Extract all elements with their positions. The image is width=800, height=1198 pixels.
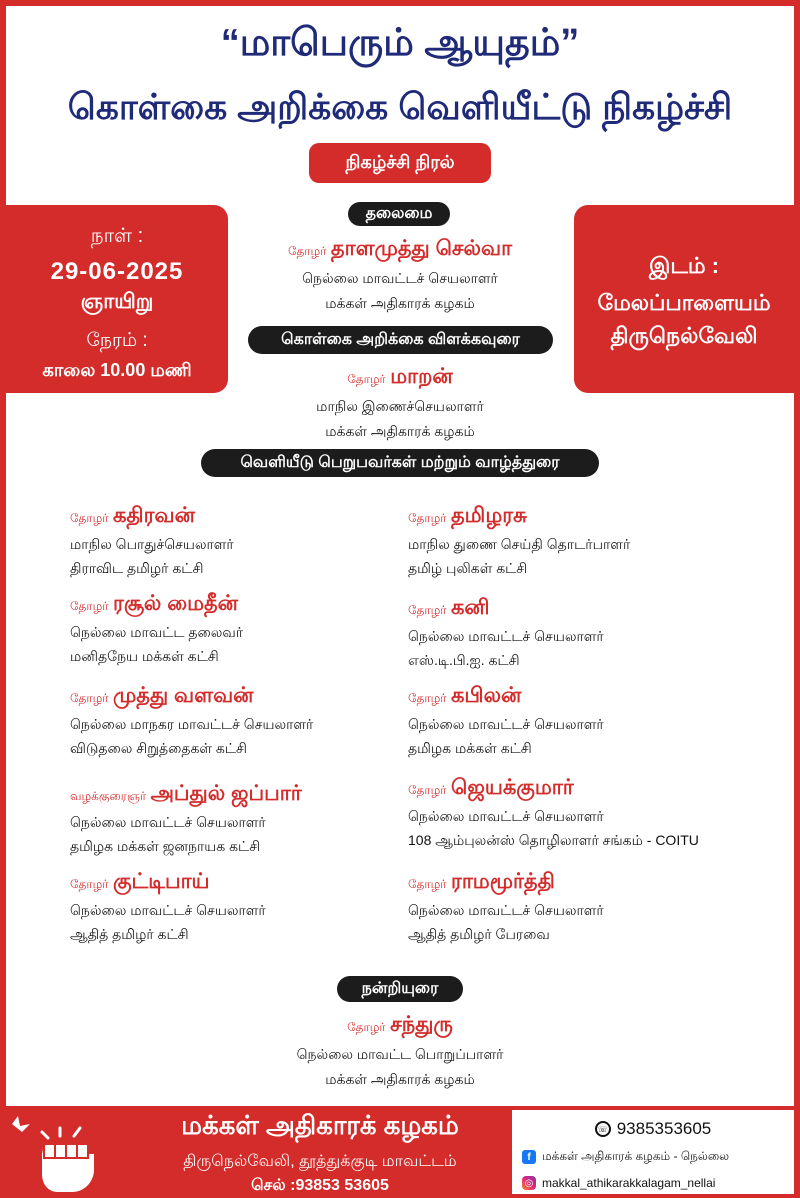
speaker-role1: நெல்லை மாவட்டச் செயலாளர் <box>408 628 604 644</box>
speaker-role2: ஆதித் தமிழர் பேரவை <box>408 926 550 942</box>
speaker-role2: தமிழ் புலிகள் கட்சி <box>408 560 528 576</box>
thanks-role1: நெல்லை மாவட்ட பொறுப்பாளர் <box>296 1046 504 1062</box>
speaker-prefix: வழக்குரைஞர் <box>70 789 147 803</box>
speaker-prefix: தோழர் <box>408 603 447 617</box>
explanation-heading: கொள்கை அறிக்கை விளக்கவுரை <box>248 326 553 354</box>
speaker-name: கபிலன் <box>450 684 522 707</box>
speaker-card <box>70 590 400 668</box>
presidency-prefix: தோழர் <box>287 244 327 258</box>
speaker-card <box>408 594 738 672</box>
speaker-role2: ஆதித் தமிழர் கட்சி <box>70 926 189 942</box>
speaker-prefix: தோழர் <box>70 877 109 891</box>
speaker-role1: நெல்லை மாவட்ட தலைவர் <box>70 624 244 640</box>
footer-districts: திருநெல்வேலி, தூத்துக்குடி மாவட்டம் <box>183 1153 457 1170</box>
whatsapp-number: 9385353605 <box>616 1119 712 1138</box>
release-heading: வெளியீடு பெறுபவர்கள் மற்றும் வாழ்த்துரை <box>201 449 599 477</box>
facebook-handle: மக்கள் அதிகாரக் கழகம் - நெல்லை <box>542 1149 730 1163</box>
footer-phone: செல் :93853 53605 <box>251 1177 389 1194</box>
speaker-role2: தமிழக மக்கள் ஜனநாயக கட்சி <box>70 838 261 854</box>
speaker-name: கதிரவன் <box>112 504 195 527</box>
speaker-prefix: தோழர் <box>408 511 447 525</box>
raised-fist-icon <box>8 1112 118 1196</box>
speaker-prefix: தோழர் <box>70 691 109 705</box>
speaker-role2: எஸ்.டி.பி.ஐ. கட்சி <box>408 652 520 668</box>
thanks-prefix: தோழர் <box>347 1020 386 1034</box>
presidency-name: தாளமுத்து செல்வா <box>330 237 513 260</box>
footer-org-name: மக்கள் அதிகாரக் கழகம் <box>181 1110 459 1140</box>
speaker-role2: 108 ஆம்புலன்ஸ் தொழிலாளர் சங்கம் - COITU <box>408 832 699 848</box>
speaker-role2: விடுதலை சிறுத்தைகள் கட்சி <box>70 740 247 756</box>
event-day: ஞாயிறு <box>80 290 154 313</box>
speaker-card <box>70 868 400 946</box>
footer-org-info <box>130 1110 510 1196</box>
explanation-name: மாறன் <box>390 365 453 388</box>
speaker-card <box>70 502 400 580</box>
instagram-handle: makkal_athikarakkalagam_nellai <box>542 1176 716 1190</box>
presidency-role1: நெல்லை மாவட்டச் செயலாளர் <box>302 270 498 286</box>
speaker-card <box>408 868 738 946</box>
speaker-name: ரசூல் மைதீன் <box>112 592 239 615</box>
whatsapp-icon: ☏ <box>595 1121 611 1137</box>
instagram-icon: ◎ <box>522 1176 536 1190</box>
speaker-card <box>70 682 400 760</box>
facebook-row <box>522 1146 784 1168</box>
speaker-role2: தமிழக மக்கள் கட்சி <box>408 740 532 756</box>
speaker-card <box>408 502 738 580</box>
explanation-block <box>0 362 800 444</box>
speaker-card <box>408 774 788 852</box>
date-label: நாள் : <box>90 225 144 247</box>
speaker-name: முத்து வளவன் <box>112 684 254 707</box>
speaker-role1: நெல்லை மாவட்டச் செயலாளர் <box>408 902 604 918</box>
speaker-name: கனி <box>450 596 490 619</box>
instagram-row <box>522 1172 784 1194</box>
thanks-block <box>0 1010 800 1092</box>
program-label-badge: நிகழ்ச்சி நிரல் <box>309 143 491 183</box>
speaker-name: அப்துல் ஜப்பார் <box>150 782 302 805</box>
event-date: 29-06-2025 <box>50 258 184 285</box>
speaker-role1: நெல்லை மாவட்டச் செயலாளர் <box>70 814 266 830</box>
presidency-role2: மக்கள் அதிகாரக் கழகம் <box>325 295 475 311</box>
venue-line2: திருநெல்வேலி <box>610 323 758 348</box>
explanation-role2: மக்கள் அதிகாரக் கழகம் <box>325 423 475 439</box>
speaker-role1: மாநில பொதுச்செயலாளர் <box>70 536 234 552</box>
presidency-heading: தலைமை <box>348 202 450 226</box>
speaker-role1: நெல்லை மாவட்டச் செயலாளர் <box>70 902 266 918</box>
speaker-role1: நெல்லை மாவட்டச் செயலாளர் <box>408 716 604 732</box>
thanks-role2: மக்கள் அதிகாரக் கழகம் <box>325 1071 475 1087</box>
event-time: காலை 10.00 மணி <box>42 360 192 380</box>
whatsapp-row <box>522 1118 784 1140</box>
speaker-name: ராமமூர்த்தி <box>450 870 555 893</box>
facebook-icon: f <box>522 1150 536 1164</box>
speaker-role2: திராவிட தமிழர் கட்சி <box>70 560 204 576</box>
speaker-role1: நெல்லை மாவட்டச் செயலாளர் <box>408 808 604 824</box>
poster-title-main: கொள்கை அறிக்கை வெளியீட்டு நிகழ்ச்சி <box>67 86 733 127</box>
speaker-name: ஜெயக்குமார் <box>450 776 574 799</box>
speaker-prefix: தோழர் <box>408 691 447 705</box>
speaker-role1: நெல்லை மாநகர மாவட்டச் செயலாளர் <box>70 716 314 732</box>
speaker-name: குட்டிபாய் <box>112 870 210 893</box>
venue-line1: மேலப்பாளையம் <box>597 290 771 315</box>
explanation-role1: மாநில இணைச்செயலாளர் <box>316 398 484 414</box>
thanks-name: சந்துரு <box>390 1013 453 1036</box>
speaker-prefix: தோழர் <box>408 877 447 891</box>
footer-contact-panel <box>512 1110 794 1194</box>
speaker-name: தமிழரசு <box>450 504 527 527</box>
time-label: நேரம் : <box>86 330 148 351</box>
venue-label: இடம் : <box>648 253 720 278</box>
speaker-prefix: தோழர் <box>70 599 109 613</box>
explanation-prefix: தோழர் <box>347 372 386 386</box>
speaker-role2: மனிதநேய மக்கள் கட்சி <box>70 648 219 664</box>
speaker-card <box>408 682 738 760</box>
speaker-role1: மாநில துணை செய்தி தொடர்பாளர் <box>408 536 631 552</box>
speaker-card <box>70 780 400 858</box>
poster-title-quote: “மாபெரும் ஆயுதம்” <box>220 22 580 64</box>
speaker-prefix: தோழர் <box>408 783 447 797</box>
presidency-block <box>0 234 800 316</box>
speaker-prefix: தோழர் <box>70 511 109 525</box>
thanks-heading: நன்றியுரை <box>337 976 463 1002</box>
